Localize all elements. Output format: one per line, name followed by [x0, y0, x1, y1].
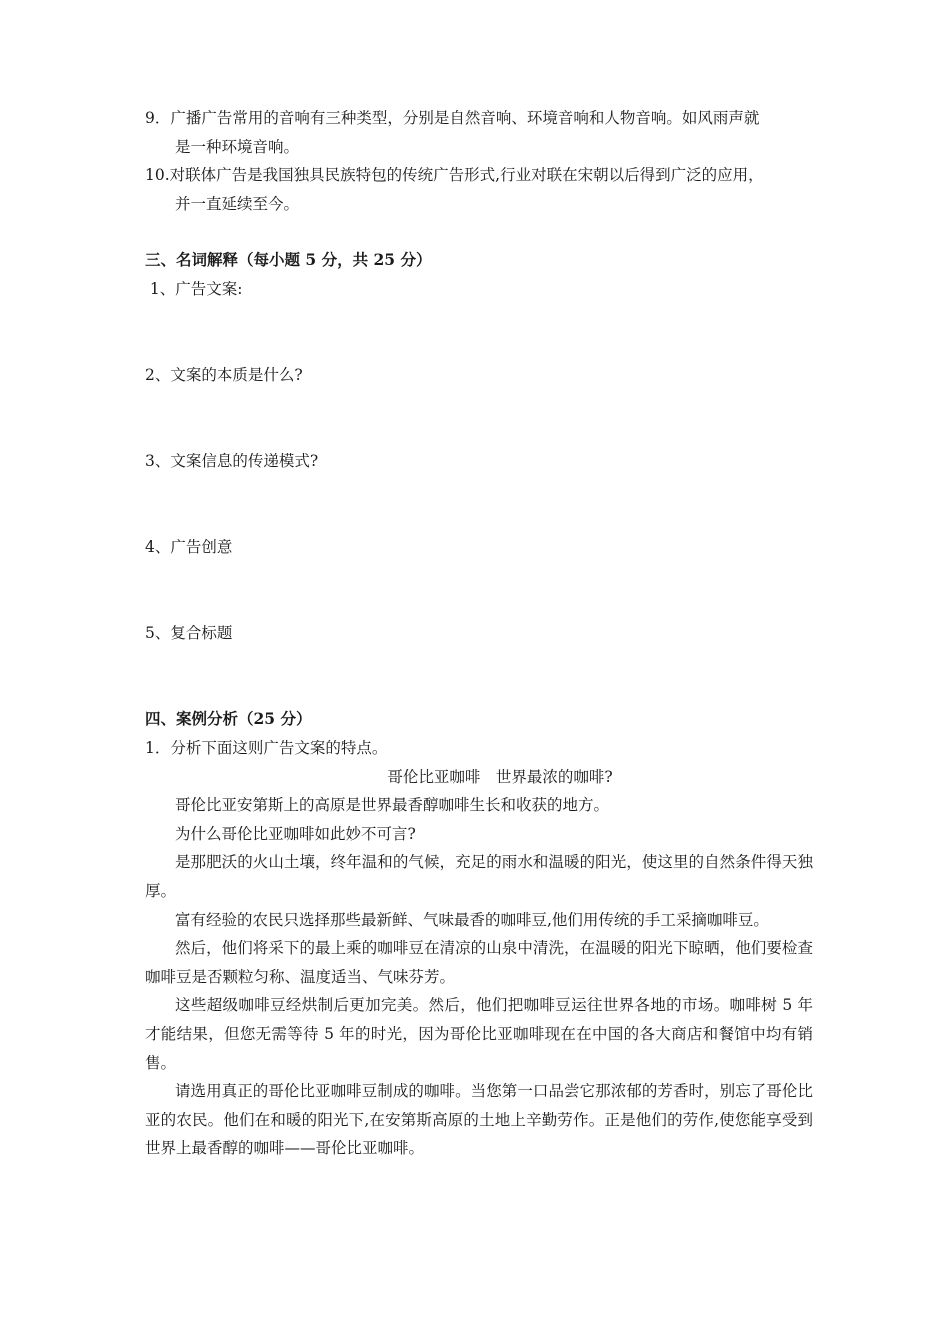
ad-paragraph-3: 是那肥沃的火山土壤，终年温和的气候，充足的雨水和温暖的阳光，使这里的自然条件得天独厚。	[145, 853, 813, 900]
answer-space	[145, 390, 813, 448]
ad-paragraph-7: 请选用真正的哥伦比亚咖啡豆制成的咖啡。当您第一口品尝它那浓郁的芳香时，别忘了哥伦比亚的农民。他们在和暖的阳光下,在安第斯高原的土地上辛勤劳作。正是他们的劳作,使您能享受到世界上最香醇的咖啡——哥伦比亚咖啡。	[145, 1082, 813, 1158]
case-question: 1．分析下面这则广告文案的特点。	[145, 739, 388, 758]
ad-headline: 哥伦比亚咖啡 世界最浓的咖啡?	[387, 767, 613, 786]
ad-paragraph-2: 为什么哥伦比亚咖啡如此妙不可言?	[175, 824, 416, 843]
term-item-3: 3、文案信息的传递模式?	[145, 452, 319, 471]
term-item-1: 1、广告文案:	[145, 279, 243, 298]
answer-space	[145, 648, 813, 706]
term-item-5: 5、复合标题	[145, 624, 233, 643]
document-page	[145, 104, 813, 1163]
answer-space	[145, 562, 813, 620]
question-text-continuation: 是一种环境音响。	[175, 137, 300, 156]
question-item-9	[145, 104, 813, 161]
ad-paragraph-1: 哥伦比亚安第斯上的高原是世界最香醇咖啡生长和收获的地方。	[175, 796, 610, 815]
question-text: 9．广播广告常用的音响有三种类型，分别是自然音响、环境音响和人物音响。如风雨声就	[145, 109, 760, 127]
term-item-4: 4、广告创意	[145, 538, 233, 557]
answer-space	[145, 476, 813, 534]
section-heading-terms: 三、名词解释（每小题 5 分，共 25 分）	[145, 250, 432, 270]
ad-paragraph-6: 这些超级咖啡豆经烘制后更加完美。然后，他们把咖啡豆运往世界各地的市场。咖啡树 5 年才能结果，但您无需等待 5 年的时光，因为哥伦比亚咖啡现在在中国的各大商店和餐馆中均有销售。	[145, 996, 813, 1072]
section-heading-case: 四、案例分析（25 分）	[145, 709, 312, 729]
ad-paragraph-4: 富有经验的农民只选择那些最新鲜、气味最香的咖啡豆,他们用传统的手工采摘咖啡豆。	[175, 910, 769, 929]
answer-space	[145, 304, 813, 362]
question-text-continuation: 并一直延续至今。	[175, 194, 300, 213]
ad-paragraph-5: 然后，他们将采下的最上乘的咖啡豆在清凉的山泉中清洗，在温暖的阳光下晾晒，他们要检查咖啡豆是否颗粒匀称、温度适当、气味芬芳。	[145, 939, 813, 986]
term-item-2: 2、文案的本质是什么?	[145, 366, 303, 385]
question-item-10	[145, 161, 813, 218]
question-text: 10.对联体广告是我国独具民族特包的传统广告形式,行业对联在宋朝以后得到广泛的应用，	[145, 166, 764, 185]
